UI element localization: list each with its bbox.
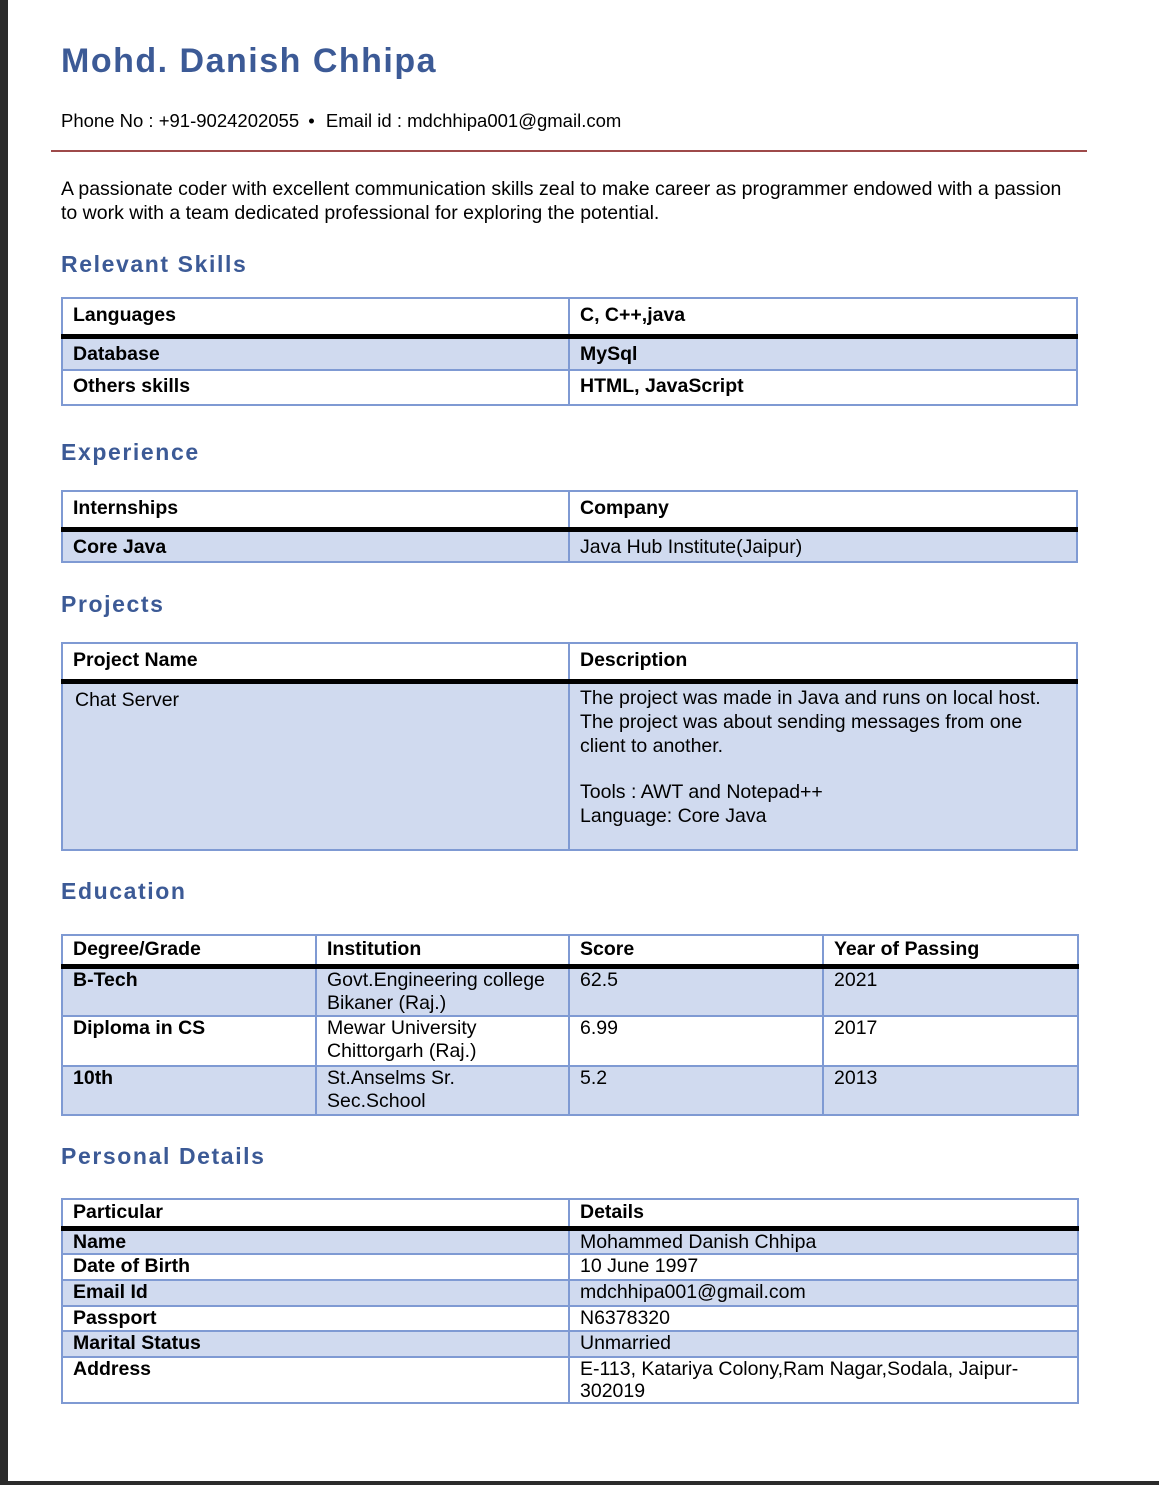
contact-line xyxy=(61,110,621,132)
table-row xyxy=(62,370,1077,405)
education-heading: Education xyxy=(61,878,187,904)
project-description: The project was made in Java and runs on local host. The project was about sending messages from one client to another. xyxy=(580,686,1041,757)
table-header-row xyxy=(62,643,1077,681)
table-header-cell: Score xyxy=(569,935,823,966)
skills-heading: Relevant Skills xyxy=(61,251,248,277)
table-header-row xyxy=(62,491,1077,529)
table-header-cell: Degree/Grade xyxy=(62,935,316,966)
table-header-cell: Internships xyxy=(62,491,569,529)
detail: mdchhipa001@gmail.com xyxy=(569,1280,1078,1306)
internship-name: Core Java xyxy=(62,529,569,562)
table-header-row xyxy=(62,935,1078,966)
table-row xyxy=(62,681,1077,850)
project-name: Chat Server xyxy=(62,681,569,850)
table-row xyxy=(62,336,1077,370)
table-row xyxy=(62,1331,1078,1357)
experience-heading: Experience xyxy=(61,439,200,465)
projects-table xyxy=(61,642,1078,851)
projects-heading: Projects xyxy=(61,591,165,617)
institution-line: Mewar University xyxy=(327,1017,477,1039)
institution-line: Chittorgarh (Raj.) xyxy=(327,1040,477,1062)
detail: Unmarried xyxy=(569,1331,1078,1357)
project-tools: Tools : AWT and Notepad++ xyxy=(580,780,823,803)
table-header-cell: Institution xyxy=(316,935,569,966)
institution xyxy=(316,966,569,1016)
page-bottom-edge xyxy=(8,1481,1159,1485)
year-of-passing: 2013 xyxy=(823,1066,1078,1115)
particular: Marital Status xyxy=(62,1331,569,1357)
skill-category: Database xyxy=(62,336,569,370)
score: 62.5 xyxy=(569,966,823,1016)
table-header-cell: Year of Passing xyxy=(823,935,1078,966)
table-header-cell: Company xyxy=(569,491,1077,529)
personal-table xyxy=(61,1198,1079,1404)
skill-value: HTML, JavaScript xyxy=(569,370,1077,405)
table-header-row xyxy=(62,298,1077,336)
institution xyxy=(316,1066,569,1115)
institution-line: St.Anselms Sr. xyxy=(327,1067,455,1089)
institution xyxy=(316,1016,569,1066)
detail: 10 June 1997 xyxy=(569,1254,1078,1280)
table-row xyxy=(62,1066,1078,1115)
detail: N6378320 xyxy=(569,1306,1078,1331)
year-of-passing: 2017 xyxy=(823,1016,1078,1066)
email-address: Email id : mdchhipa001@gmail.com xyxy=(325,110,622,131)
table-row xyxy=(62,1357,1078,1403)
experience-table xyxy=(61,490,1078,563)
degree: 10th xyxy=(62,1066,316,1115)
table-row xyxy=(62,529,1077,562)
particular: Passport xyxy=(62,1306,569,1331)
particular: Date of Birth xyxy=(62,1254,569,1280)
table-row xyxy=(62,966,1078,1016)
table-header-cell: Particular xyxy=(62,1199,569,1228)
table-header-cell: Details xyxy=(569,1199,1078,1228)
degree: B-Tech xyxy=(62,966,316,1016)
particular: Email Id xyxy=(62,1280,569,1306)
particular: Name xyxy=(62,1228,569,1254)
table-header-cell: Description xyxy=(569,643,1077,681)
institution-line: Sec.School xyxy=(327,1090,426,1112)
particular: Address xyxy=(62,1357,569,1403)
page-left-edge xyxy=(0,0,8,1485)
skill-category: Others skills xyxy=(62,370,569,405)
degree: Diploma in CS xyxy=(62,1016,316,1066)
project-description-cell xyxy=(569,681,1077,850)
year-of-passing: 2021 xyxy=(823,966,1078,1016)
project-language: Language: Core Java xyxy=(580,804,767,827)
table-header-cell: C, C++,java xyxy=(569,298,1077,336)
skills-table xyxy=(61,297,1078,406)
table-header-row xyxy=(62,1199,1078,1228)
institution-line: Govt.Engineering college xyxy=(327,968,545,991)
table-row xyxy=(62,1306,1078,1331)
header-divider xyxy=(51,150,1087,152)
institution-line: Bikaner (Raj.) xyxy=(327,991,447,1014)
education-table xyxy=(61,934,1079,1116)
personal-heading: Personal Details xyxy=(61,1143,266,1169)
table-row xyxy=(62,1254,1078,1280)
table-row xyxy=(62,1016,1078,1066)
company-name: Java Hub Institute(Jaipur) xyxy=(569,529,1077,562)
table-row xyxy=(62,1228,1078,1254)
table-header-cell: Languages xyxy=(62,298,569,336)
detail: Mohammed Danish Chhipa xyxy=(569,1228,1078,1254)
skill-value: MySql xyxy=(569,336,1077,370)
score: 6.99 xyxy=(569,1016,823,1066)
summary-text: A passionate coder with excellent communication skills zeal to make career as programmer endowed with a passion to work with a team dedicated professional for exploring the potential. xyxy=(61,178,1062,224)
detail: E-113, Katariya Colony,Ram Nagar,Sodala, Jaipur-302019 xyxy=(569,1357,1078,1403)
phone-number: Phone No : +91-9024202055 xyxy=(61,110,300,131)
score: 5.2 xyxy=(569,1066,823,1115)
contact-separator: • xyxy=(308,110,315,131)
candidate-name: Mohd. Danish Chhipa xyxy=(61,42,438,80)
table-header-cell: Project Name xyxy=(62,643,569,681)
table-row xyxy=(62,1280,1078,1306)
